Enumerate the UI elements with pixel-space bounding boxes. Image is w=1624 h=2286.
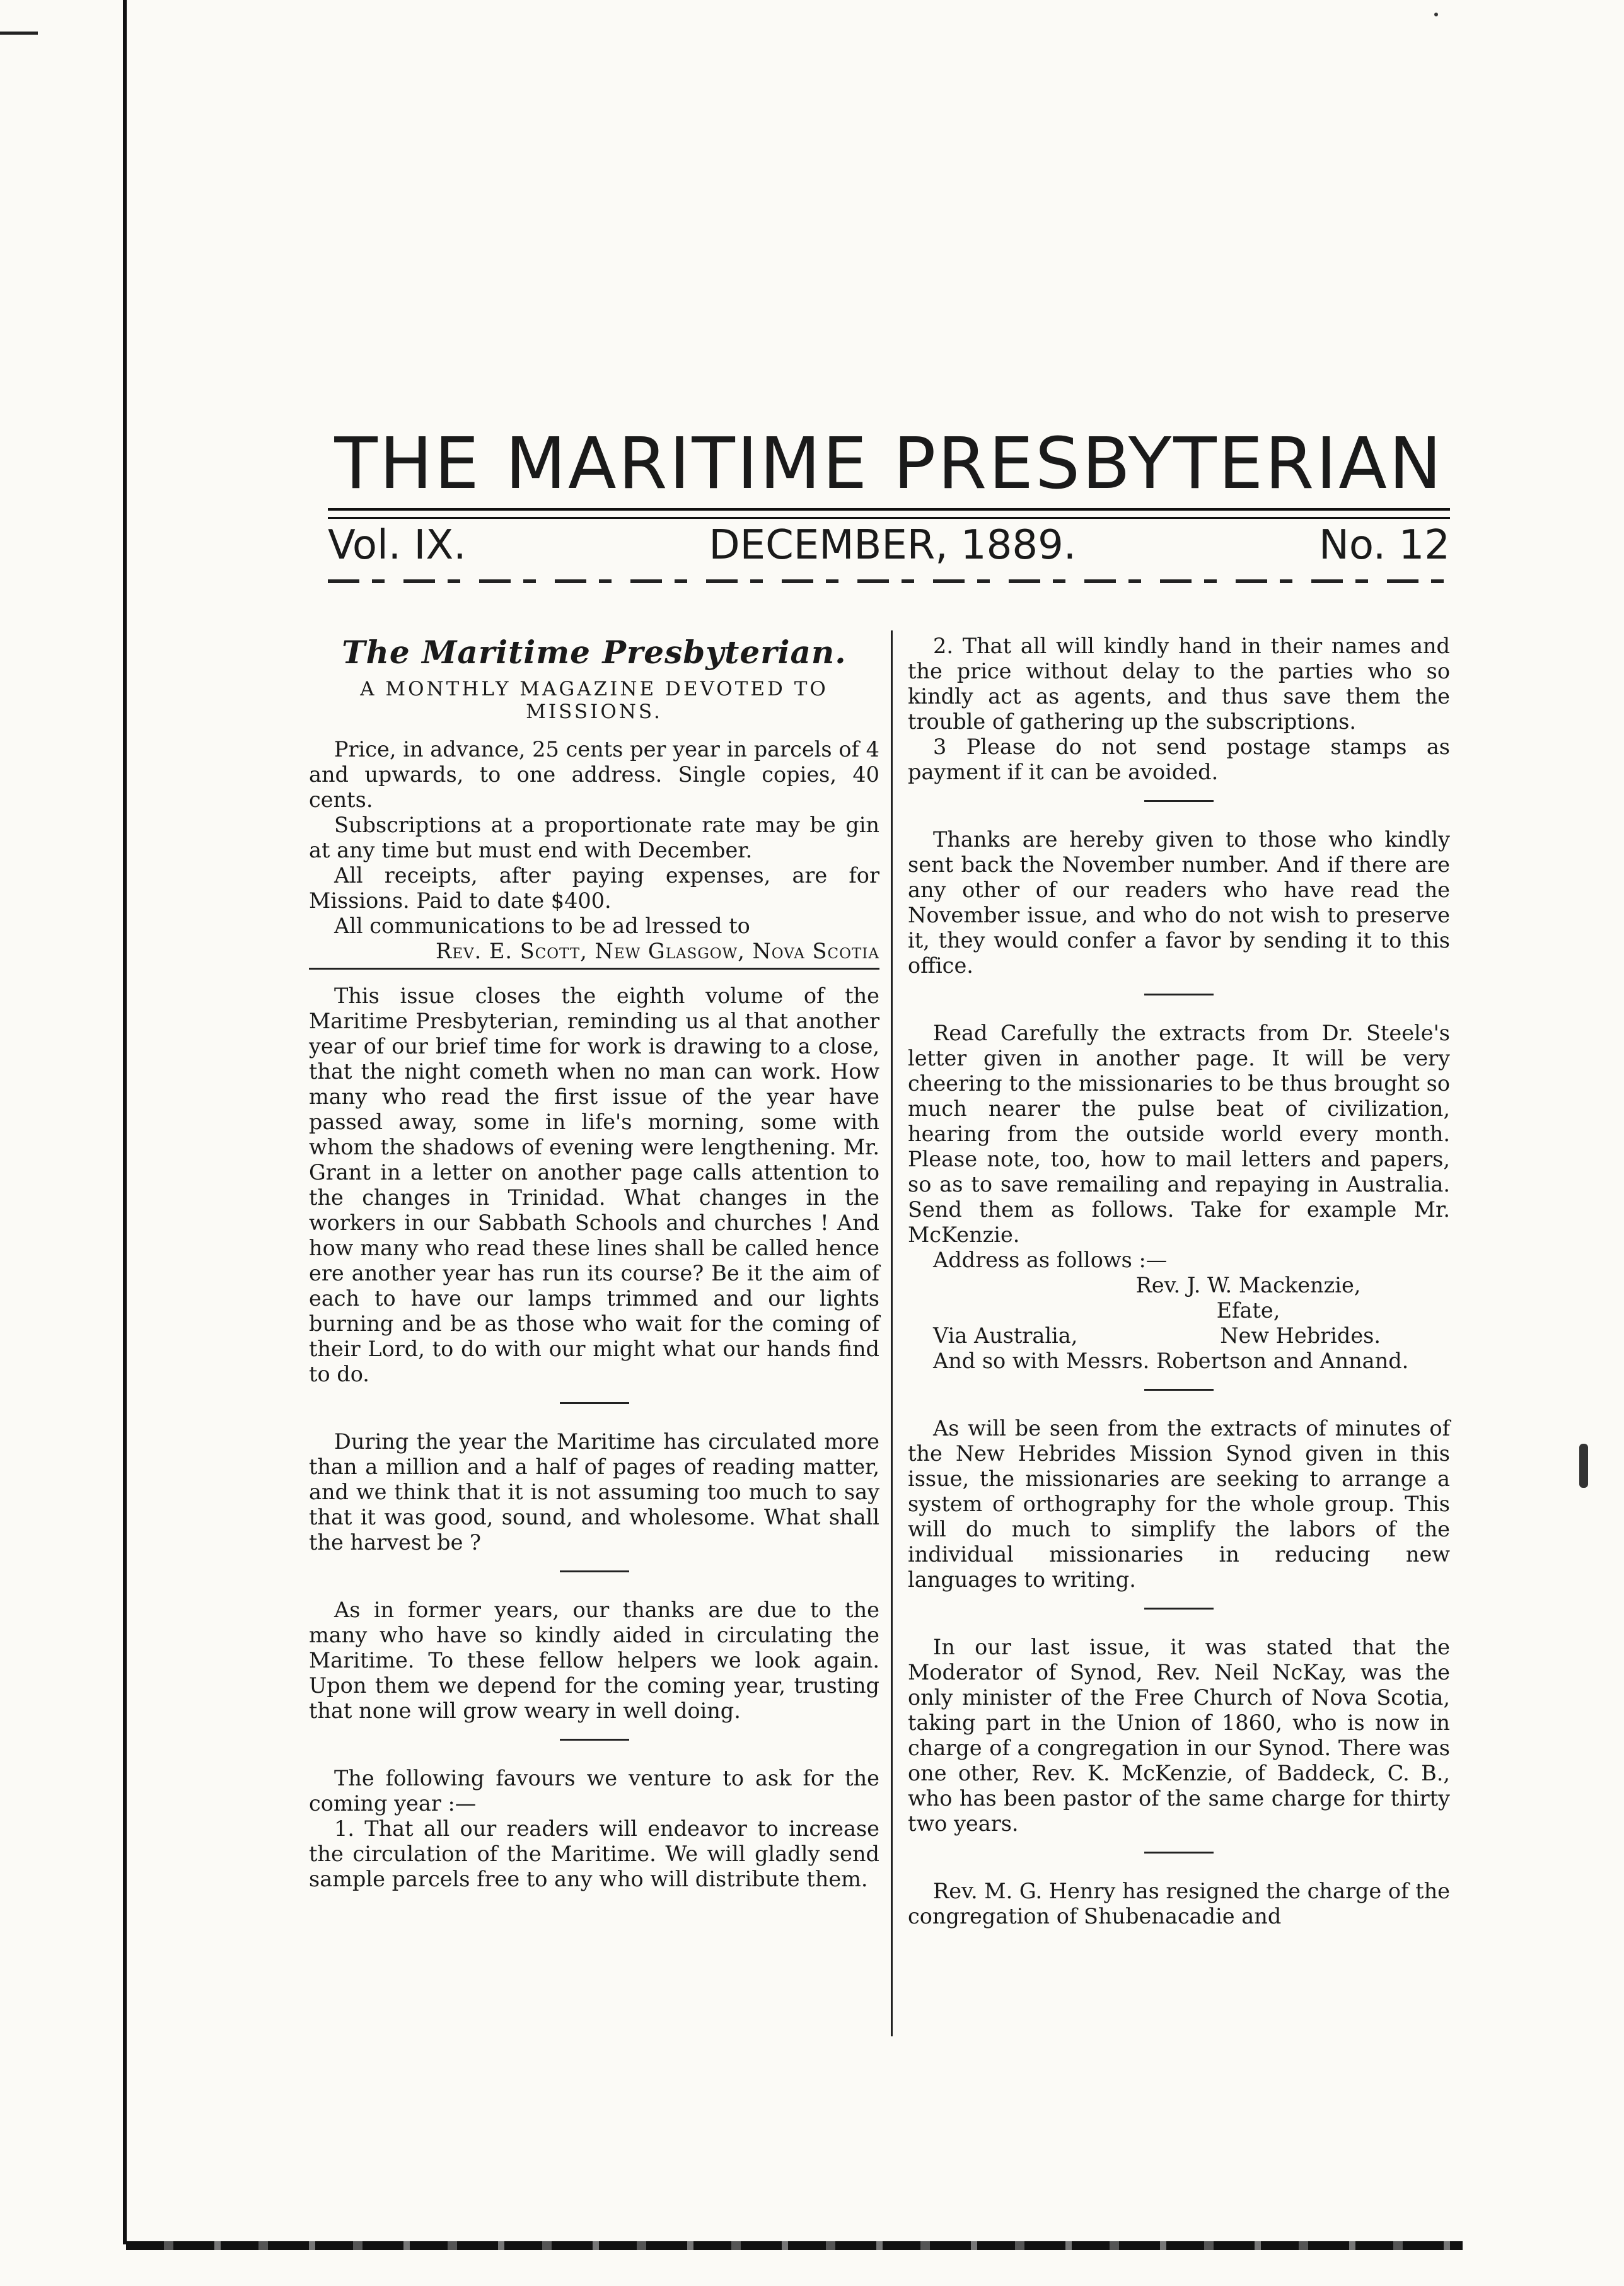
favour-item-1: 1. That all our readers will endeavor to increase the circulation of the Maritime. We will gladly send sample parcels free to any who will distribute them. bbox=[309, 1816, 879, 1891]
article-november-thanks: Thanks are hereby given to those who kindly sent back the November number. And if there are any other of our readers who have read the November issue, and who do not wish to preserve it, they would confer a favor by sending it to this office. bbox=[908, 827, 1450, 978]
separator bbox=[560, 1570, 629, 1572]
separator bbox=[560, 1739, 629, 1741]
column-divider bbox=[891, 630, 893, 2036]
masthead bbox=[328, 423, 1450, 583]
masthead-double-rule bbox=[328, 508, 1450, 519]
address-intro: Address as follows :— bbox=[933, 1248, 1168, 1272]
address-route bbox=[908, 1323, 1450, 1349]
left-column bbox=[309, 634, 879, 1892]
terms-price: Price, in advance, 25 cents per year in parcels of 4 and upwards, to one address. Single copies, 40 cents. bbox=[309, 737, 879, 812]
article-moderator-correction: In our last issue, it was stated that the Moderator of Synod, Rev. Neil NcKay, was the only minister of the Free Church of Nova Scotia, taking part in the Union of 1860, who is now in charge of a congregation in our Synod. There was one other, Rev. K. McKenzie, of Baddeck, C. B., who has been pastor of the same charge for thirty two years. bbox=[908, 1635, 1450, 1836]
article-thanks: As in former years, our thanks are due to the many who have so kindly aided in circulating the Maritime. To these fellow helpers we look again. Upon them we depend for the coming year, trusting that none will grow weary in well doing. bbox=[309, 1598, 879, 1723]
address-place: Efate, bbox=[1216, 1298, 1280, 1323]
separator bbox=[1144, 1852, 1214, 1854]
separator bbox=[1144, 994, 1214, 995]
masthead-dashed-rule bbox=[328, 579, 1450, 583]
favour-item-3: 3 Please do not send postage stamps as payment if it can be avoided. bbox=[908, 734, 1450, 784]
address-destination: New Hebrides. bbox=[1220, 1323, 1381, 1348]
right-column bbox=[908, 634, 1450, 1929]
nameplate: The Maritime Presbyterian. bbox=[342, 634, 847, 671]
binding-tab bbox=[0, 32, 38, 35]
issue-date: DECEMBER, 1889. bbox=[709, 522, 1077, 569]
nameplate-subtitle: A MONTHLY MAGAZINE DEVOTED TO MISSIONS. bbox=[360, 678, 828, 723]
article-steele-letter: Read Carefully the extracts from Dr. Steele's letter given in another page. It will be very cheering to the missionaries to be thus brought so much nearer the pulse beat of civilization, hearing from the outside world every month. Please note, too, how to mail letters and papers, so as to save remailing and repaying in Australia. Send them as follows. Take for example Mr. McKenzie. bbox=[908, 1021, 1450, 1247]
separator bbox=[1144, 1608, 1214, 1610]
terms-receipts: All receipts, after paying expenses, are for Missions. Paid to date $400. bbox=[309, 863, 879, 913]
article-circulation: During the year the Maritime has circulated more than a million and a half of pages of reading matter, and we think that it is not assuming too much to say that it was good, sound, and wholesome. What shall the harvest be ? bbox=[309, 1429, 879, 1555]
article-favours: The following favours we venture to ask for the coming year :— bbox=[309, 1766, 879, 1816]
separator bbox=[1144, 800, 1214, 802]
separator bbox=[1144, 1389, 1214, 1391]
terms-communications: All communications to be ad lressed to bbox=[334, 914, 750, 938]
binding-edge-line bbox=[123, 0, 127, 2244]
article-henry-resignation: Rev. M. G. Henry has resigned the charge of the congregation of Shubenacadie and bbox=[908, 1879, 1450, 1929]
terms-subscriptions: Subscriptions at a proportionate rate may be gin at any time but must end with December. bbox=[309, 813, 879, 862]
issue-number: No. 12 bbox=[1318, 522, 1450, 569]
page-blemish bbox=[1579, 1444, 1588, 1488]
page-speck bbox=[1434, 13, 1438, 16]
editor-address: Rev. E. Scott, New Glasgow, Nova Scotia bbox=[436, 939, 879, 963]
address-via: Via Australia, bbox=[933, 1323, 1078, 1348]
separator bbox=[560, 1402, 629, 1404]
section-rule bbox=[309, 968, 879, 970]
favour-item-2: 2. That all will kindly hand in their names and the price without delay to the parties who so kindly act as agents, and thus save them the trouble of gathering up the subscriptions. bbox=[908, 634, 1450, 734]
bottom-rule bbox=[126, 2241, 1463, 2250]
address-close: And so with Messrs. Robertson and Annand. bbox=[933, 1349, 1409, 1373]
issue-line bbox=[328, 522, 1450, 569]
article-orthography: As will be seen from the extracts of minutes of the New Hebrides Mission Synod given in this issue, the missionaries are seeking to arrange a system of orthography for the whole group. This will do much to simplify the labors of the individual missionaries in reducing new languages to writing. bbox=[908, 1416, 1450, 1592]
address-name: Rev. J. W. Mackenzie, bbox=[1135, 1273, 1361, 1297]
masthead-title: THE MARITIME PRESBYTERIAN bbox=[334, 423, 1444, 505]
volume-label: Vol. IX. bbox=[328, 522, 467, 569]
article-volume-close: This issue closes the eighth volume of the Maritime Presbyterian, reminding us al that another year of our brief time for work is drawing to a close, that the night cometh when no man can work. How many who read the first issue of the year have passed away, some in life's morning, some with whom the shadows of evening were lengthening. Mr. Grant in a letter on another page calls attention to the changes in Trinidad. What changes in the workers in our Sabbath Schools and churches ! And how many who read these lines shall be called hence ere another year has run its course? Be it the aim of each to have our lamps trimmed and our lights burning and be as those who wait for the coming of their Lord, to do with our might what our hands find to do. bbox=[309, 983, 879, 1386]
